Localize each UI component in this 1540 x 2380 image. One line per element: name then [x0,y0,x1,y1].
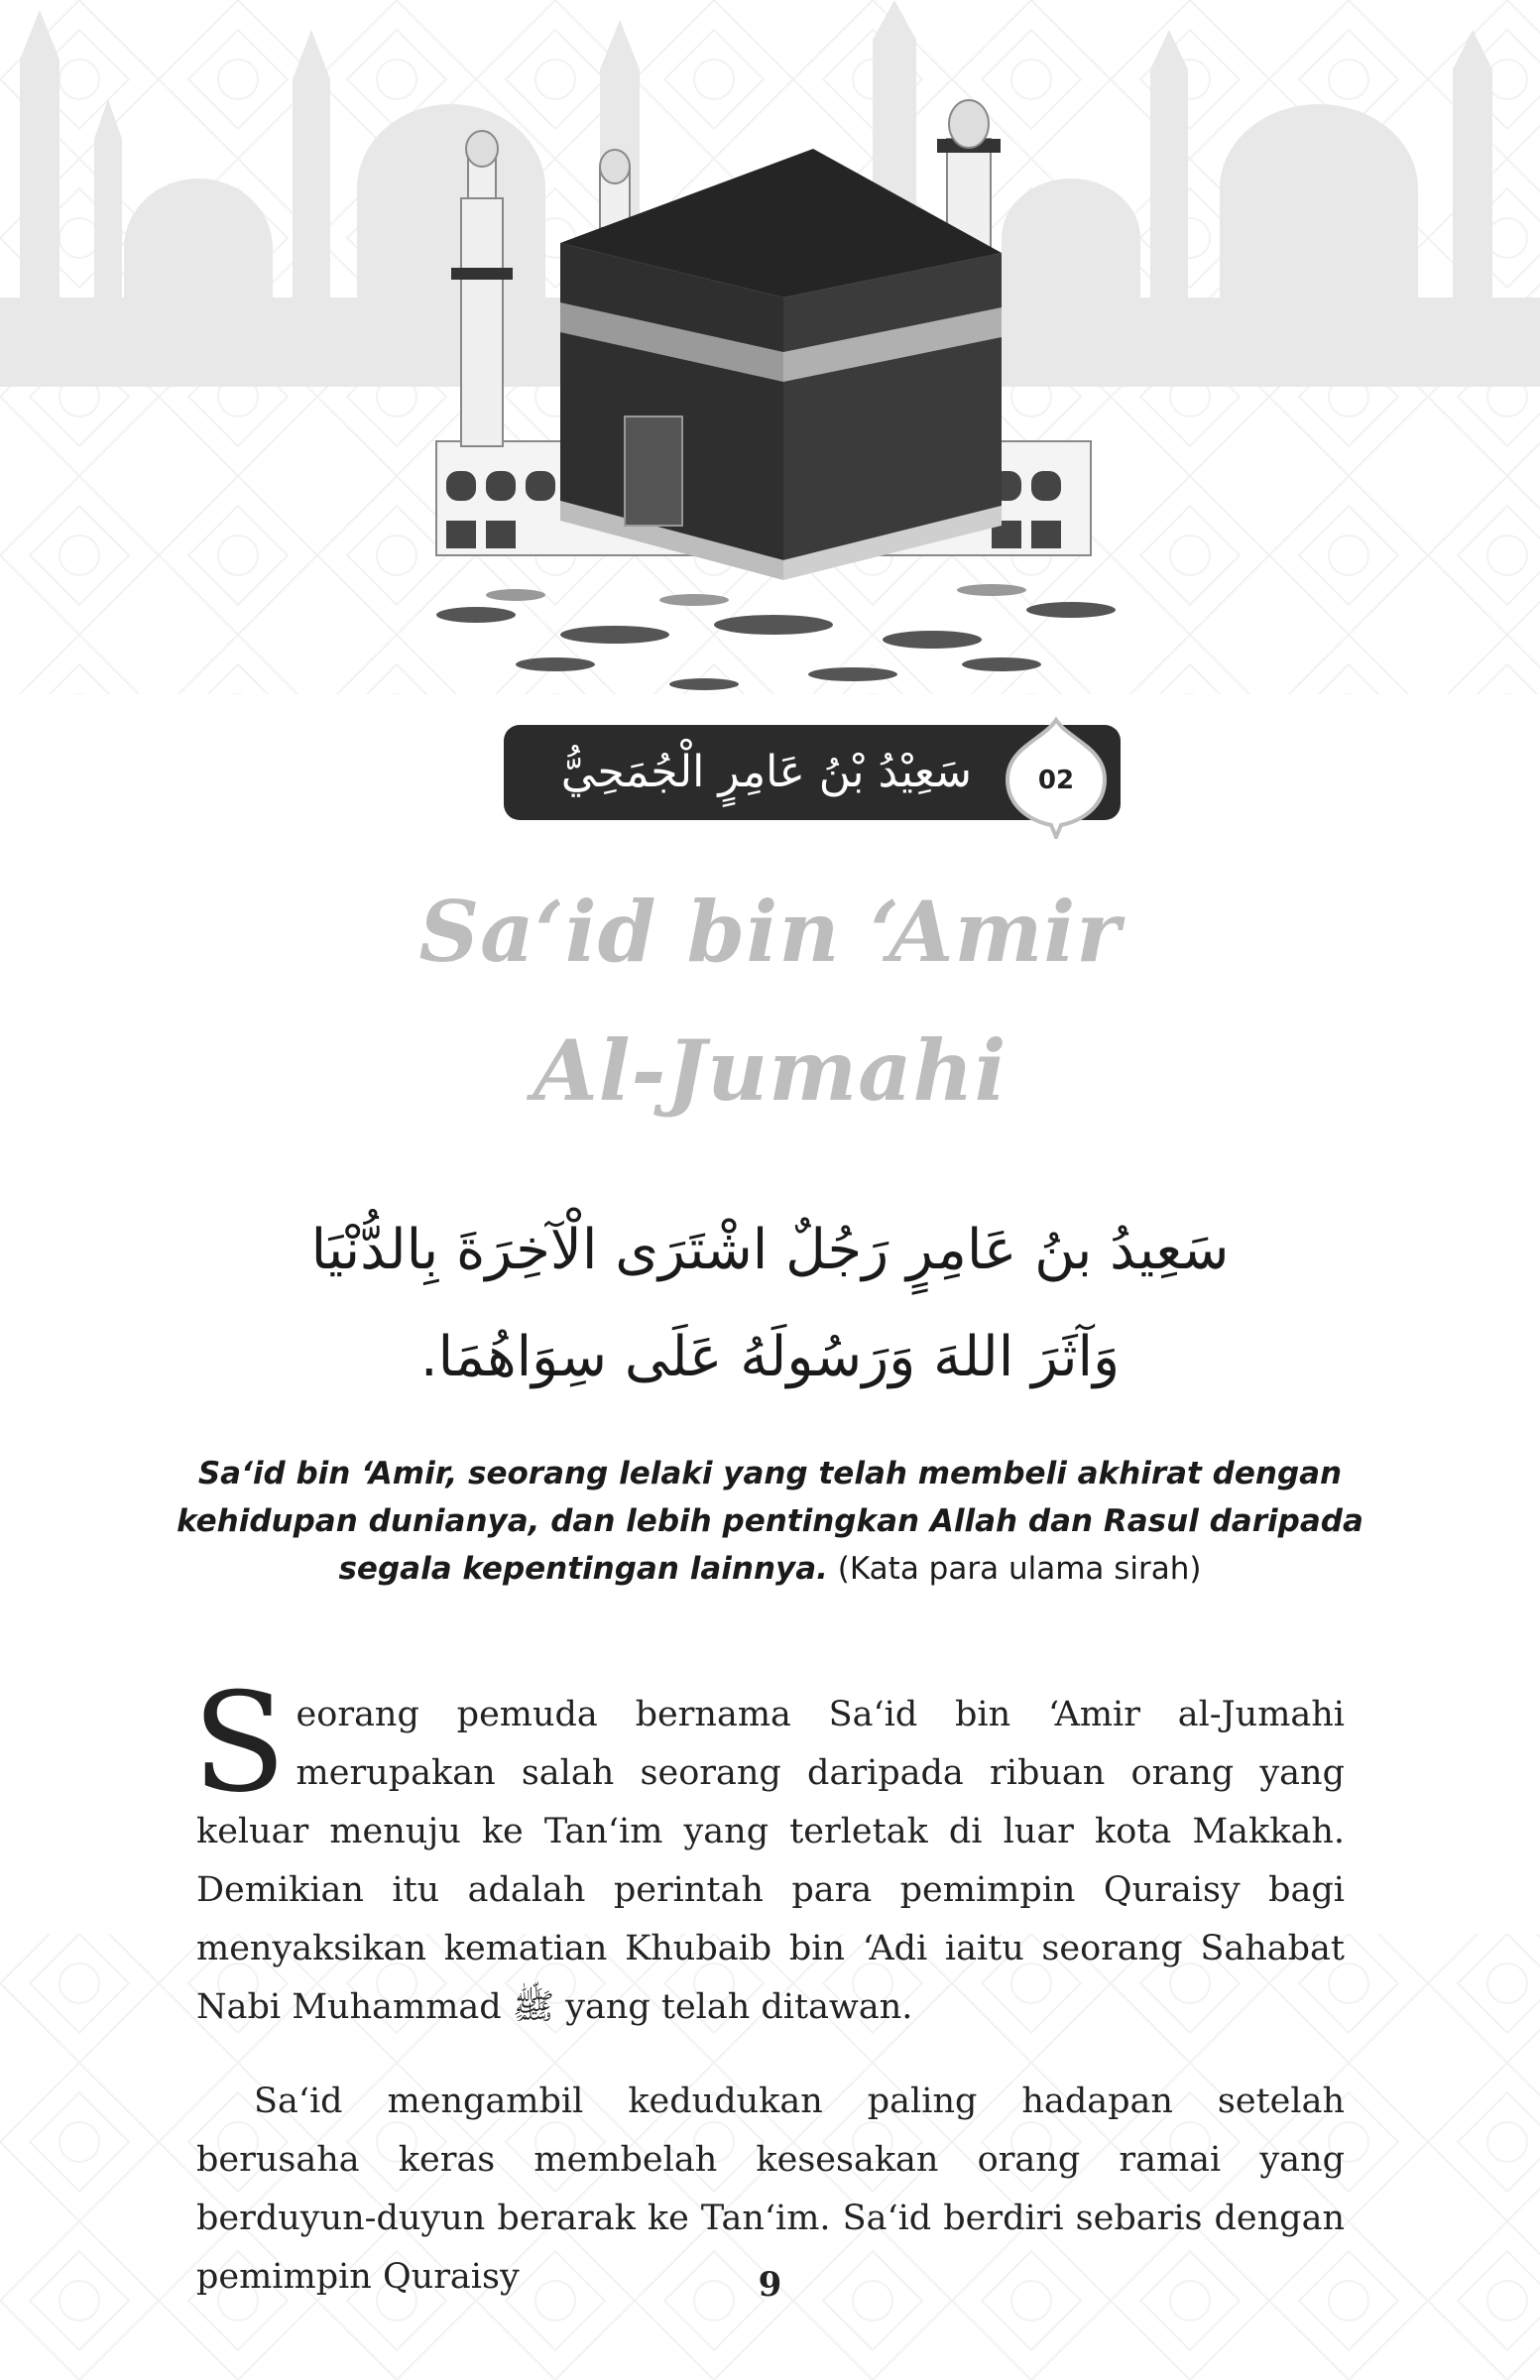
translation-source: (Kata para ulama sirah) [837,1551,1202,1587]
page-number: 9 [758,2265,782,2305]
translation-text: Sa‘id bin ‘Amir, seorang lelaki yang telah membeli akhirat dengan kehidupan dunianya, dan lebih pentingkan Allah dan Rasul daripada segala kepentingan lainnya. [177,1456,1363,1587]
chapter-title-line-1: Sa‘id bin ‘Amir [418,883,1122,981]
paragraph-1-text: eorang pemuda bernama Sa‘id bin ‘Amir al-Jumahi merupakan salah seorang daripada ribuan orang yang keluar menuju ke Tan‘im yang terletak di luar kota Makkah. Demikian itu adalah perintah para pemimpin Quraisy bagi menyaksikan kematian Khubaib bin ‘Adi iaitu seorang Sahabat Nabi Muhammad ﷺ yang telah ditawan. [196,1695,1345,2027]
chapter-arabic-name: سَعِيْدُ بْنُ عَامِرٍ الْجُمَحِيُّ [560,747,972,797]
body-paragraph-1 [192,1663,1345,2037]
kaaba-illustration [0,0,1540,714]
quote-translation [149,1450,1391,1593]
body-text [192,1663,1345,2342]
arabic-quote-line-1: سَعِيدُ بنُ عَامِرٍ رَجُلٌ اشْتَرَى الْآخِرَةَ بِالدُّنْيَا [310,1218,1230,1282]
drop-cap: S [192,1663,287,1823]
chapter-title-line-2: Al-Jumahi [533,1021,1007,1120]
paragraph-2-text: Sa‘id mengambil kedudukan paling hadapan setelah berusaha keras membelah kesesakan orang ramai yang berduyun-duyun berarak ke Tan‘im. Sa‘id berdiri sebaris dengan pemimpin Quraisy [196,2082,1345,2297]
arabic-quote-line-2: وَآثَرَ اللهَ وَرَسُولَهُ عَلَى سِوَاهُمَا. [419,1325,1121,1389]
chapter-number: 02 [1037,766,1075,795]
